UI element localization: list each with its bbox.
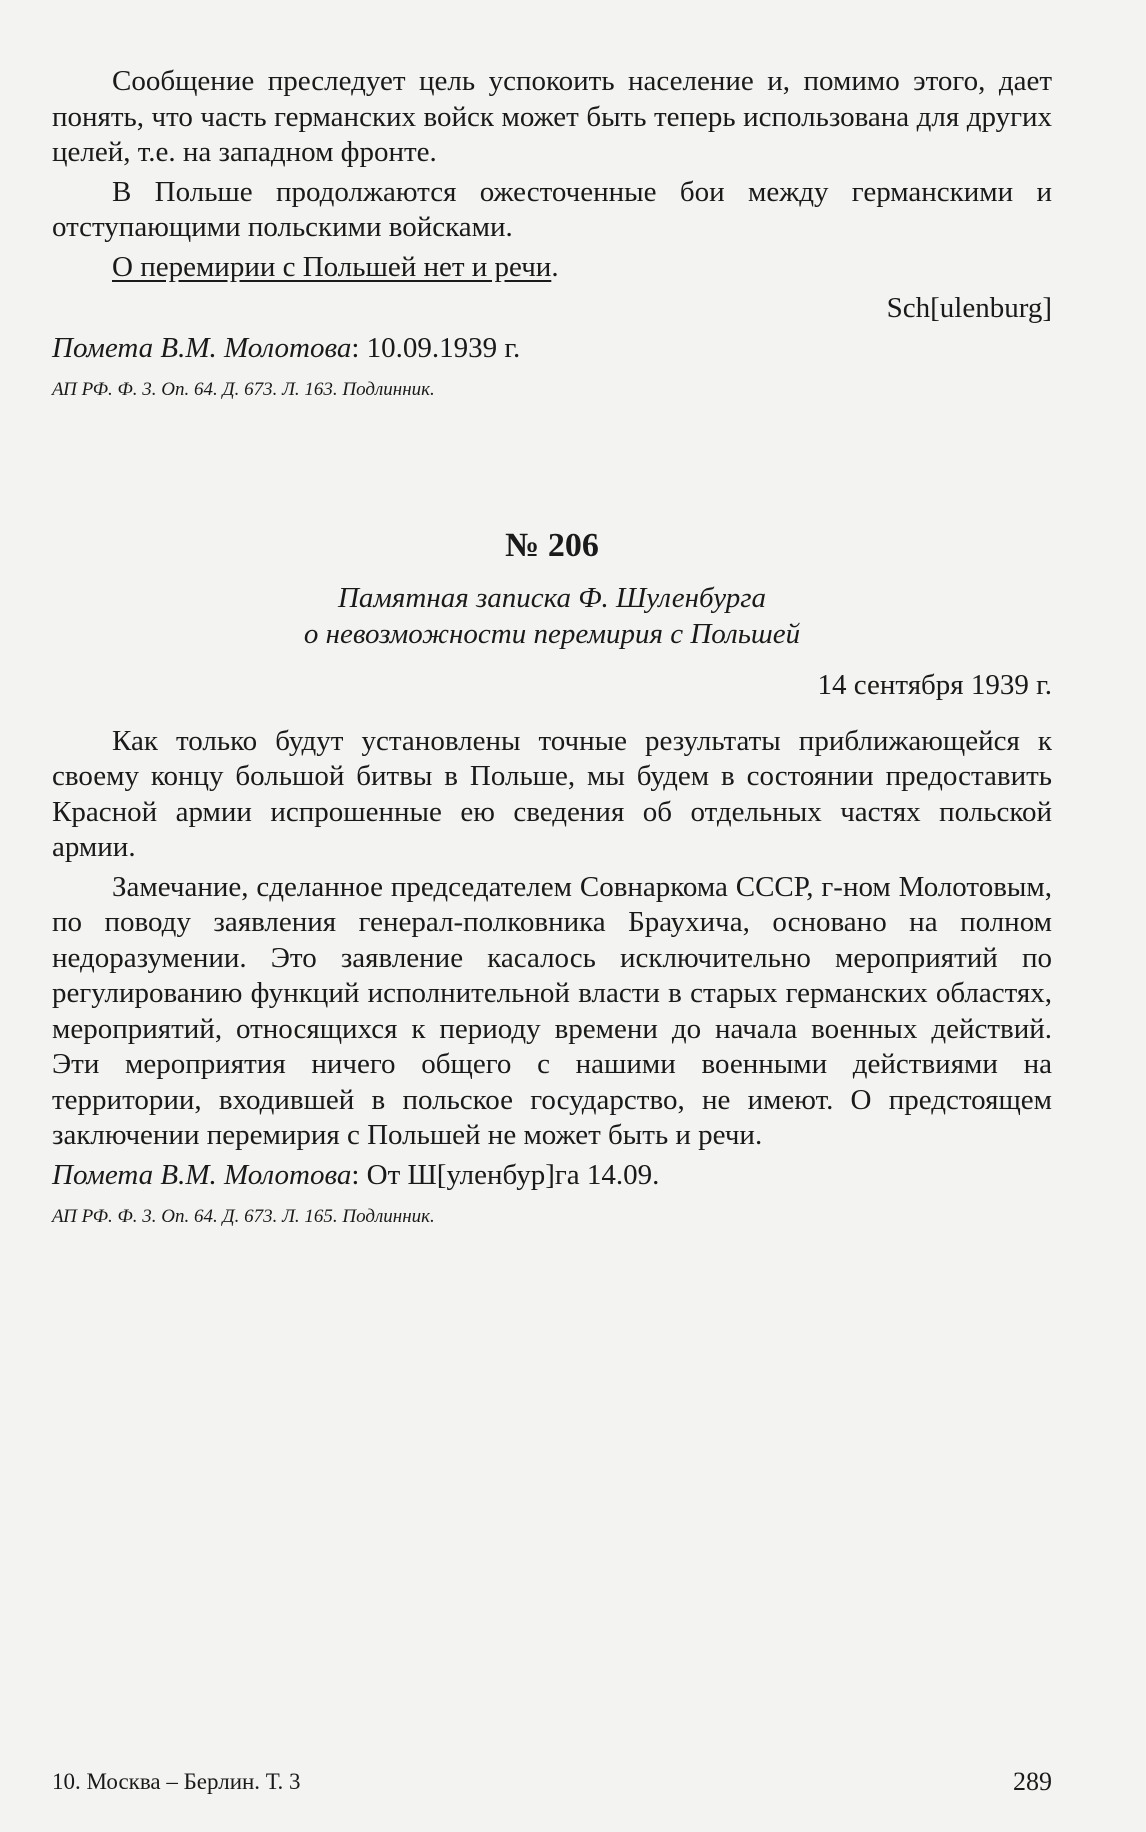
title-line-2: о невозможности перемирия с Польшей xyxy=(303,618,801,650)
page-number: 289 xyxy=(1013,1767,1052,1796)
mark-text: : 10.09.1939 г. xyxy=(351,331,521,364)
document-paragraph-2: Замечание, сделанное председателем Совнаркома СССР, г-ном Молотовым, по поводу заявления генерал-полковника Браухича, основано на полном недоразумении. Это заявление касалось исключительно мероприятий по регулированию функций исполнительной власти в старых германских областях, мероприятий, относящихся к периоду времени до начала военных действий. Эти мероприятия ничего общего с нашими военными действиями на территории, входившей в польское государство, не имеют. О предстоящем заключении перемирия с Польшей не может быть и речи. xyxy=(52,870,1052,1151)
document-number: № 206 xyxy=(505,527,599,564)
paragraph-continuation: Сообщение преследует цель успокоить население и, помимо этого, дает понять, что часть германских войск может быть теперь использована для других целей, т.е. на западном фронте. xyxy=(52,65,1052,168)
document-molotov-mark xyxy=(52,1158,1052,1194)
document-date: 14 сентября 1939 г. xyxy=(817,669,1052,701)
document-archive-source: АП РФ. Ф. 3. Оп. 64. Д. 673. Л. 165. Подлинник. xyxy=(52,1206,435,1227)
underlined-statement: О перемирии с Польшей нет и речи xyxy=(112,250,552,283)
document-mark-label: Помета В.М. Молотова xyxy=(52,1158,352,1191)
molotov-mark xyxy=(52,331,1052,367)
title-line-1: Памятная записка Ф. Шуленбурга xyxy=(337,582,767,614)
mark-label: Помета В.М. Молотова xyxy=(52,331,352,364)
footer-running-title: 10. Москва – Берлин. Т. 3 xyxy=(52,1769,301,1794)
signature: Sch[ulenburg] xyxy=(886,292,1052,324)
archive-source: АП РФ. Ф. 3. Оп. 64. Д. 673. Л. 163. Подлинник. xyxy=(52,379,435,400)
page-footer xyxy=(52,1768,1052,1796)
paragraph-fighting: В Польше продолжаются ожесточенные бои между германскими и отступающими польскими войсками. xyxy=(52,175,1052,243)
statement-period: . xyxy=(551,250,559,283)
document-mark-text: : От Ш[уленбур]га 14.09. xyxy=(351,1158,660,1191)
paragraph-no-armistice xyxy=(52,250,1052,286)
page-content xyxy=(52,64,1052,1229)
document-title xyxy=(52,580,1052,652)
document-paragraph-1: Как только будут установлены точные результаты приближающейся к своему концу большой битвы в Польше, мы будем в состоянии предоставить Красной армии испрошенные ею сведения об отдельных частях польской армии. xyxy=(52,724,1052,863)
